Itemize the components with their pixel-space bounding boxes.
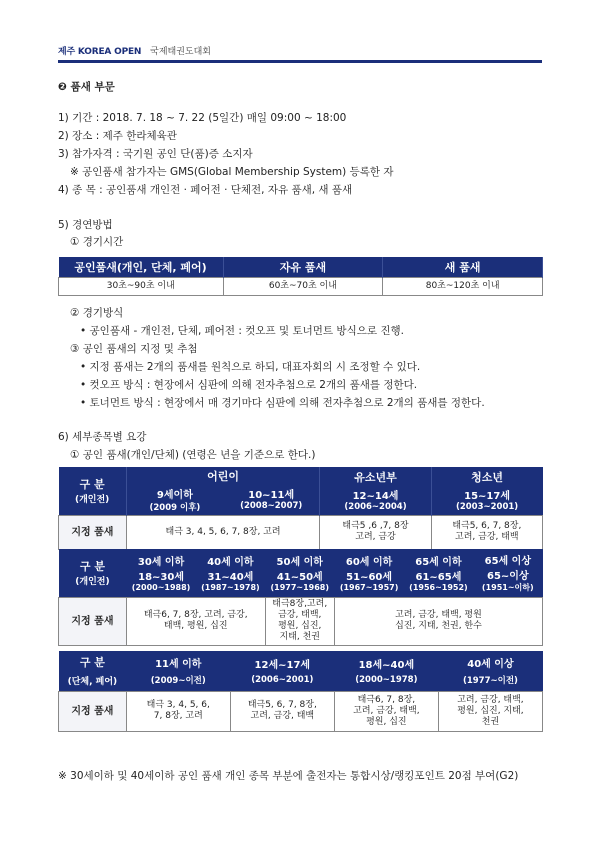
age-label: 12~14세 — [352, 491, 399, 503]
group-youth — [320, 467, 431, 515]
range-label: 65~이상 — [486, 571, 529, 583]
gubun-sub: (개인전) — [74, 495, 110, 506]
pick-item: • 토너먼트 방식 : 현장에서 매 경기마다 심판에 의해 전자추첨으로 2개의 품새를 정한다. — [80, 397, 485, 409]
poomsae-cell: 고려, 금강, 태백, 평원 십진, 지태, 천권, 한수 — [334, 597, 542, 645]
age-label: 10~11세 — [248, 490, 295, 502]
age-label: 65세 이하 — [415, 557, 462, 569]
age-col — [473, 549, 542, 597]
poomsae-cell: 태극5, 6, 7, 8장, 고려, 금강, 태백 — [431, 515, 542, 549]
pick-title: ③ 공인 품새의 지정 및 추첨 — [70, 343, 198, 355]
gubun-label: 구 분 — [79, 478, 105, 492]
range-label: 41~50세 — [276, 572, 323, 584]
header-brand: 제주 KOREA OPEN — [58, 47, 142, 57]
age-col — [265, 549, 334, 597]
info-venue: 2) 장소 : 제주 한라체육관 — [58, 130, 177, 142]
group-teen-label: 청소년 — [471, 471, 504, 485]
pick-item: • 컷오프 방식 : 현장에서 심판에 의해 전자추첨으로 2개의 품새를 정한다. — [80, 379, 418, 391]
age-label: 40세 이하 — [207, 557, 254, 569]
age-label: 40세 이상 — [467, 659, 514, 671]
gubun-header — [59, 467, 127, 515]
row-label: 지정 품새 — [59, 515, 127, 549]
gubun-label: 구 분 — [79, 656, 105, 670]
age-label: 11세 이하 — [155, 659, 202, 671]
years-label: (2000~1978) — [355, 675, 418, 686]
group-youth-label: 유소년부 — [354, 471, 397, 485]
detail-subtitle: ① 공인 품새(개인/단체) (연령은 년을 기준으로 한다.) — [70, 449, 316, 461]
gubun-header — [59, 651, 127, 691]
poomsae-table-adult — [58, 549, 543, 646]
poomsae-cell: 태극6, 7, 8장, 고려, 금강, 태백, 평원, 십진 — [126, 597, 265, 645]
age-label: 15~17세 — [464, 491, 511, 503]
age-col — [404, 549, 473, 597]
poomsae-cell: 고려, 금강, 태백, 평원, 십진, 지태, 천권 — [438, 691, 542, 731]
years-label: (2003~2001) — [455, 502, 519, 513]
page-header — [58, 44, 211, 57]
age-label: 50세 이하 — [276, 557, 323, 569]
time-value: 30초~90초 이내 — [59, 277, 224, 295]
age-label: 60세 이하 — [345, 557, 393, 569]
years-label: (1977~이전) — [462, 676, 518, 687]
poomsae-cell: 태극5, 6, 7, 8장, 고려, 금강, 태백 — [230, 691, 334, 731]
poomsae-cell: 태극 3, 4, 5, 6, 7, 8장, 고려 — [126, 515, 320, 549]
years-label: (1987~1978) — [201, 583, 260, 593]
time-header-poomsae: 공인품새(개인, 단체, 페어) — [59, 257, 224, 277]
age-col — [334, 549, 403, 597]
header-rule — [58, 60, 542, 63]
age-label: 65세 이상 — [484, 556, 531, 568]
gubun-sub: (단체, 페어) — [67, 677, 118, 688]
poomsae-cell: 태극8장,고려, 금강, 태백, 평원, 십진, 지태, 천권 — [265, 597, 334, 645]
age-col — [126, 549, 195, 597]
age-col — [127, 486, 223, 513]
years-label: (2009 이후) — [149, 503, 201, 514]
time-value: 80초~120초 이내 — [383, 277, 543, 295]
time-header-free: 자유 품새 — [223, 257, 383, 277]
range-label: 51~60세 — [346, 572, 393, 584]
age-col — [334, 651, 438, 691]
range-label: 61~65세 — [415, 572, 462, 584]
section-title: ❷ 품새 부문 — [58, 81, 115, 93]
info-period: 1) 기간 : 2018. 7. 18 ~ 7. 22 (5일간) 매일 09:00 ~ 18:00 — [58, 112, 347, 124]
way-title: ② 경기방식 — [70, 307, 124, 319]
age-label: 12세~17세 — [254, 660, 311, 672]
age-label: 30세 이하 — [137, 557, 185, 569]
age-label: 18세~40세 — [358, 660, 415, 672]
years-label: (2008~2007) — [240, 501, 303, 512]
range-label: 31~40세 — [207, 572, 254, 584]
gubun-header — [59, 549, 127, 597]
range-label: 18~30세 — [138, 572, 184, 584]
years-label: (2009~이전) — [150, 676, 206, 687]
pick-item: • 지정 품새는 2개의 품새를 원칙으로 하되, 대표자회의 시 조정할 수 있다. — [80, 361, 421, 373]
header-subtitle: 국제태권도대회 — [150, 47, 211, 57]
age-label: 9세이하 — [156, 490, 193, 502]
gubun-sub: (개인전) — [75, 577, 110, 588]
years-label: (1951~이하) — [481, 583, 534, 593]
row-label: 지정 품새 — [59, 597, 127, 645]
years-label: (2006~2001) — [251, 675, 314, 686]
poomsae-cell: 태극5 ,6 ,7, 8장 고려, 금강 — [320, 515, 431, 549]
years-label: (1956~1952) — [409, 583, 468, 593]
age-col — [196, 549, 265, 597]
years-label: (1977~1968) — [270, 583, 330, 593]
time-value: 60초~70초 이내 — [223, 277, 383, 295]
time-header-new: 새 품새 — [383, 257, 543, 277]
gubun-label: 구 분 — [79, 560, 105, 574]
group-teen — [431, 467, 542, 515]
group-children-label: 어린이 — [207, 470, 239, 484]
way-item: • 공인품새 - 개인전, 단체, 페어전 : 컷오프 및 토너먼트 방식으로 진행. — [80, 325, 404, 337]
poomsae-table-team — [58, 651, 543, 732]
method-title: 5) 경연방법 — [58, 219, 113, 231]
age-col — [230, 651, 334, 691]
years-label: (2006~2004) — [344, 502, 407, 513]
time-table — [58, 257, 543, 296]
info-gms-note: ※ 공인품새 참가자는 GMS(Global Membership System) 등록한 자 — [70, 166, 394, 178]
poomsae-table-youth — [58, 467, 543, 550]
row-label: 지정 품새 — [59, 691, 127, 731]
group-children — [126, 467, 320, 515]
time-title: ① 경기시간 — [70, 236, 124, 248]
age-col — [126, 651, 230, 691]
detail-title: 6) 세부종목별 요강 — [58, 431, 147, 443]
years-label: (1967~1957) — [339, 583, 399, 593]
info-events: 4) 종 목 : 공인품새 개인전 · 페어전 · 단체전, 자유 품새, 새 품새 — [58, 184, 353, 196]
footnote: ※ 30세이하 및 40세이하 공인 품새 개인 종목 부분에 출전자는 통합시상/랭킹포인트 20점 부여(G2) — [58, 770, 519, 782]
poomsae-cell: 태극6, 7, 8장, 고려, 금강, 태백, 평원, 십진 — [334, 691, 438, 731]
info-eligibility: 3) 참가자격 : 국기원 공인 단(품)증 소지자 — [58, 148, 253, 160]
years-label: (2000~1988) — [131, 583, 191, 593]
poomsae-cell: 태극 3, 4, 5, 6, 7, 8장, 고려 — [126, 691, 230, 731]
age-col — [223, 486, 319, 513]
age-col — [438, 651, 542, 691]
